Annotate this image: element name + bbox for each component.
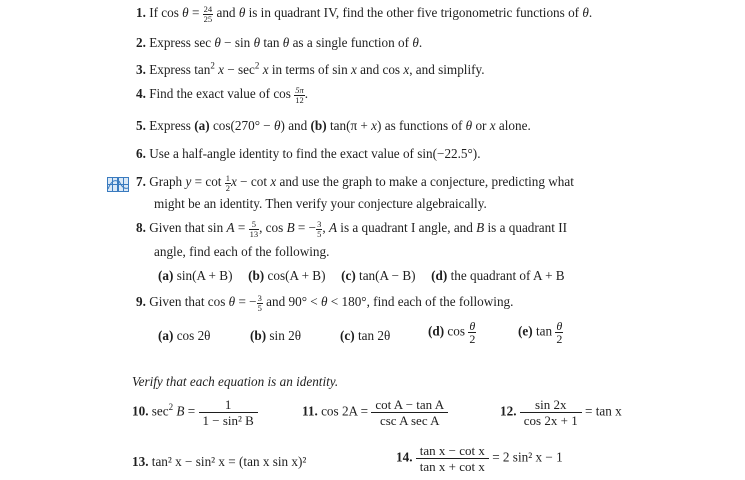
fraction: $\frac{\text{tan x − cot x}}{\text{tan x + cot x}}$ xyxy=(416,444,489,473)
problem-9-part-a: (a) cos 2θ xyxy=(158,328,211,343)
problem-7-line2: might be an identity. Then verify your conjecture algebraically. xyxy=(154,196,487,211)
problem-9-part-d: (d) cos $\frac{\theta}{2}$ xyxy=(428,319,476,346)
identity-11: 11. cos 2A = $\frac{\text{cot A − tan A}}{\text{csc A sec A}}$ xyxy=(302,398,448,427)
problem-2: 2. Express sec θ − sin θ tan θ as a single function of θ. xyxy=(136,35,423,50)
fraction: $\frac{5}{13}$ xyxy=(249,219,259,239)
problem-3: 3. Express $\tan^2 x - \sec^2 x$ in terms of sin x and cos x, and simplify. xyxy=(136,60,485,77)
problem-9-part-c: (c) tan 2θ xyxy=(340,328,391,343)
problem-4: 4. Find the exact value of cos $\frac{5\pi}{12}$ . xyxy=(136,85,309,105)
fraction: $\frac{5\pi}{12}$ xyxy=(295,85,304,105)
fraction: $\frac{1}{2}$ xyxy=(225,173,231,193)
identity-14: 14. $\frac{\text{tan x − cot x}}{\text{tan x + cot x}}$ = 2 sin² x − 1 xyxy=(396,443,563,474)
problem-9-part-e: (e) tan $\frac{\theta}{2}$ xyxy=(518,319,563,346)
problem-8-parts: (a) sin(A + B) (b) cos(A + B) (c) tan(A − B) (d) the quadrant of A + B xyxy=(158,268,565,283)
problem-9: 9. Given that cos θ = − $\frac{3}{5}$ and 90° < θ < 180°, find each of the following. xyxy=(136,293,514,313)
fraction: $\frac{3}{5}$ xyxy=(257,293,262,313)
fraction: $\frac{\sin 2x}{\cos 2x + 1}$ xyxy=(520,398,582,427)
fraction: $\frac{24}{25}$ xyxy=(203,4,213,24)
fraction: $\frac{\theta}{2}$ xyxy=(469,319,476,346)
problem-8-line2: angle, find each of the following. xyxy=(154,244,330,259)
problem-8: 8. Given that sin A = $\frac{5}{13}$ , cos B = − $\frac{3}{5}$ , A is a quadrant I angle, and B is a quadrant II xyxy=(136,219,567,239)
section-heading: Verify that each equation is an identity. xyxy=(132,374,339,389)
fraction: $\frac{\theta}{2}$ xyxy=(556,319,563,346)
fraction: $\frac{\text{cot A − tan A}}{\text{csc A sec A}}$ xyxy=(371,398,448,427)
identity-13: 13. tan² x − sin² x = (tan x sin x)² xyxy=(132,454,307,469)
fraction: $\frac{1}{\text{1 − sin² B}}$ xyxy=(199,398,258,427)
problem-6: 6. Use a half-angle identity to find the exact value of sin(−22.5°). xyxy=(136,146,481,161)
identity-12: 12. $\frac{\sin 2x}{\cos 2x + 1}$ = tan x xyxy=(500,397,622,428)
problem-9-part-b: (b) sin 2θ xyxy=(250,328,302,343)
graph-calculator-icon xyxy=(107,177,129,192)
problem-5: 5. Express (a) cos(270° − θ) and (b) tan(π + x) as functions of θ or x alone. xyxy=(136,118,531,133)
problem-7: 7. Graph y = cot $\frac{1}{2}$ x − cot x and use the graph to make a conjecture, predicting what xyxy=(136,173,574,193)
problem-1: 1. If cos θ = $\frac{24}{25}$ and θ is in quadrant IV, find the other five trigonometric functions of θ. xyxy=(136,4,593,24)
fraction: $\frac{3}{5}$ xyxy=(317,219,322,239)
identity-10: 10. $\sec^2 B$ = $\frac{1}{\text{1 − sin² B}}$ xyxy=(132,398,258,427)
problem-number: 1. xyxy=(136,5,146,21)
